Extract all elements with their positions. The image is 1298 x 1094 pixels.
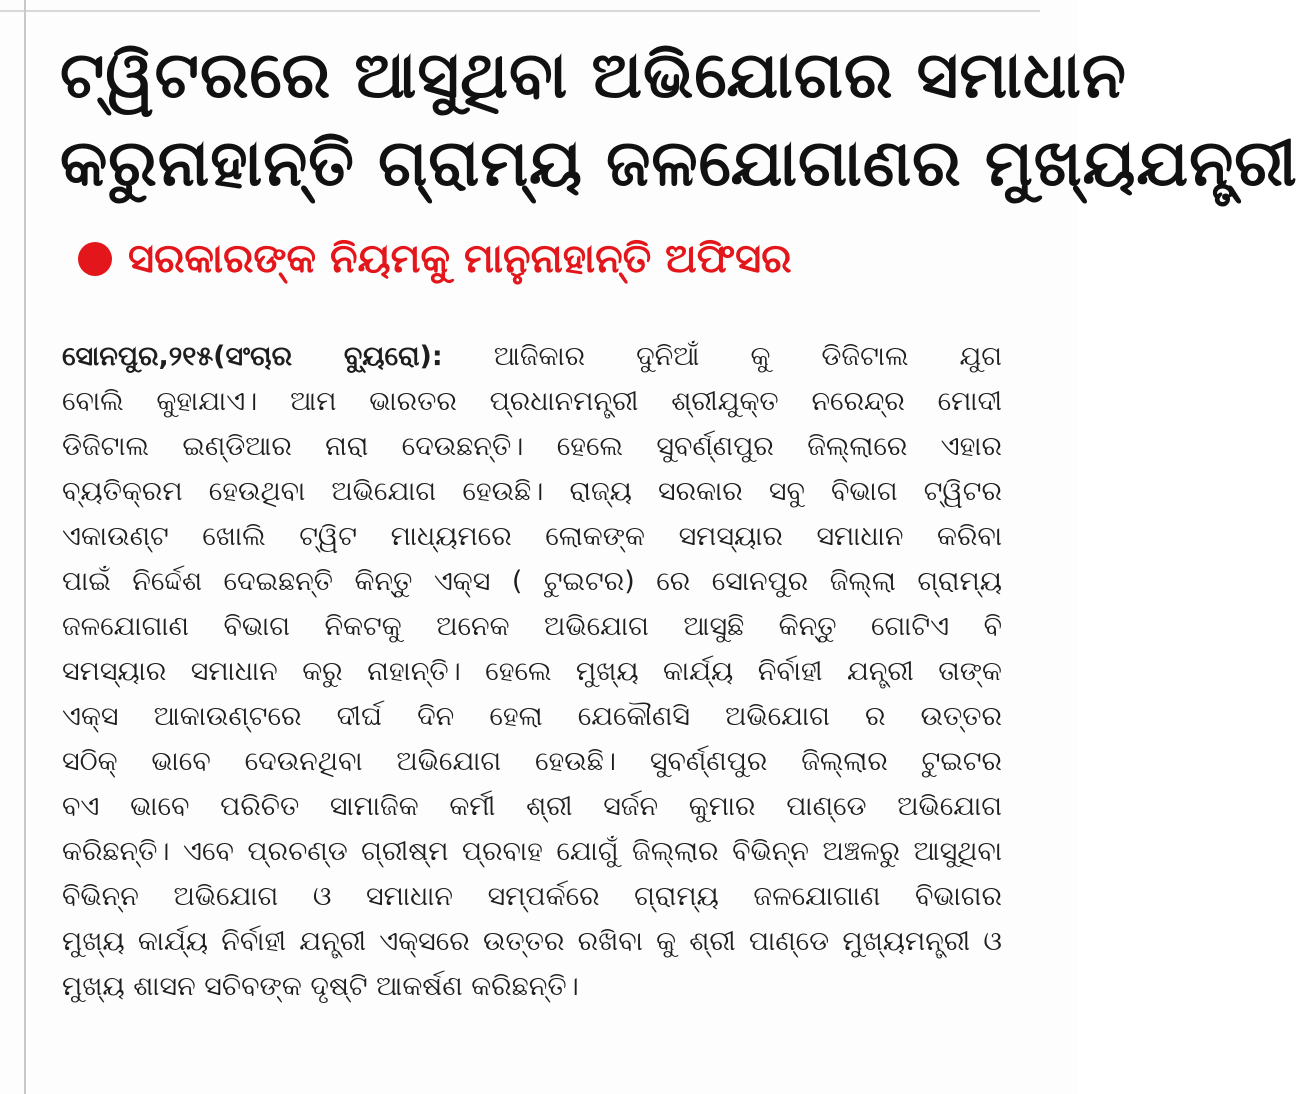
subheadline [78,236,1038,282]
subheadline-text: ସରକାରଙ୍କ ନିୟମକୁ ମାନୁନାହାନ୍ତି ଅଫିସର [128,236,792,282]
article-line: ବଏ ଭାବେ ପରିଚିତ ସାମାଜିକ କର୍ମୀ ଶ୍ରୀ ସର୍ଜନ କୁମାର ପାଣ୍ଡେ ଅଭିଯୋଗ [62,791,1002,822]
headline-line-1: ଟ୍ୱିଟରରେ ଆସୁଥିବା ଅଭିଯୋଗର ସମାଧାନ [60,39,1127,113]
article-line: ସମସ୍ୟାର ସମାଧାନ କରୁ ନାହାନ୍ତି। ହେଲେ ମୁଖ୍ୟ କାର୍ଯ୍ୟ ନିର୍ବାହୀ ଯନ୍ତ୍ରୀ ତାଙ୍କ [62,656,1002,687]
article-line: ପାଇଁ ନିର୍ଦ୍ଦେଶ ଦେଇଛନ୍ତି କିନ୍ତୁ ଏକ୍ସ ( ଟୁଇଟର) ରେ ସୋନପୁର ଜିଲ୍ଲା ଗ୍ରାମ୍ୟ [62,566,1002,597]
article-line: ବ୍ୟତିକ୍ରମ ହେଉଥିବା ଅଭିଯୋଗ ହେଉଛି। ରାଜ୍ୟ ସରକାର ସବୁ ବିଭାଗ ଟ୍ୱିଟର [62,476,1002,507]
red-bullet-icon [78,242,112,276]
article-line: ଏକାଉଣ୍ଟ ଖୋଲି ଟ୍ୱିଟ ମାଧ୍ୟମରେ ଲୋକଙ୍କ ସମସ୍ୟାର ସମାଧାନ କରିବା [62,521,1002,552]
article-line: କରିଛନ୍ତି। ଏବେ ପ୍ରଚଣ୍ଡ ଗ୍ରୀଷ୍ମ ପ୍ରବାହ ଯୋଗୁଁ ଜିଲ୍ଲାର ବିଭିନ୍ନ ଅଞ୍ଚଳରୁ ଆସୁଥିବା [62,836,1002,867]
article-line: ମୁଖ୍ୟ କାର୍ଯ୍ୟ ନିର୍ବାହୀ ଯନ୍ତ୍ରୀ ଏକ୍ସରେ ଉତ୍ତର ରଖିବା କୁ ଶ୍ରୀ ପାଣ୍ଡେ ମୁଖ୍ୟମନ୍ତ୍ରୀ ଓ [62,926,1002,957]
top-column-rule [0,10,1040,12]
headline [60,32,1298,208]
article-line: ମୁଖ୍ୟ ଶାସନ ସଚିବଙ୍କ ଦୃଷ୍ଟି ଆକର୍ଷଣ କରିଛନ୍ତି। [62,971,579,1002]
article-body [62,334,1002,1009]
article-line: ବୋଲି କୁହାଯାଏ। ଆମ ଭାରତର ପ୍ରଧାନମନ୍ତ୍ରୀ ଶ୍ରୀଯୁକ୍ତ ନରେନ୍ଦ୍ର ମୋଦୀ [62,386,1002,417]
article-line: ବିଭିନ୍ନ ଅଭିଯୋଗ ଓ ସମାଧାନ ସମ୍ପର୍କରେ ଗ୍ରାମ୍ୟ ଜଳଯୋଗାଣ ବିଭାଗର [62,881,1002,912]
article-line: ଜଳଯୋଗାଣ ବିଭାଗ ନିକଟକୁ ଅନେକ ଅଭିଯୋଗ ଆସୁଛି କିନ୍ତୁ ଗୋଟିଏ ବି [62,611,1002,642]
left-column-rule [24,0,26,1094]
headline-line-2: କରୁନାହାନ୍ତି ଗ୍ରାମ୍ୟ ଜଳଯୋଗାଣର ମୁଖ୍ୟଯନ୍ତ୍ରୀ [60,127,1298,201]
article-line-text: ଆଜିକାର ଦୁନିଆଁ କୁ ଡିଜିଟାଲ ଯୁଗ [442,341,1002,372]
article-line: ଡିଜିଟାଲ ଇଣ୍ଡିଆର ନାରା ଦେଉଛନ୍ତି। ହେଲେ ସୁବର୍ଣ୍ଣପୁର ଜିଲ୍ଲାରେ ଏହାର [62,431,1002,462]
article-line: ସଠିକ୍ ଭାବେ ଦେଉନଥିବା ଅଭିଯୋଗ ହେଉଛି। ସୁବର୍ଣ୍ଣପୁର ଜିଲ୍ଲାର ଟୁଇଟର [62,746,1002,777]
dateline: ସୋନପୁର,୨୧୫(ସଂଚାର ବ୍ୟୁରୋ): [62,341,443,372]
article-line: ଏକ୍ସ ଆକାଉଣ୍ଟରେ ଦୀର୍ଘ ଦିନ ହେଲା ଯେକୌଣସି ଅଭିଯୋଗ ର ଉତ୍ତର [62,701,1002,732]
article-line [62,334,1002,379]
